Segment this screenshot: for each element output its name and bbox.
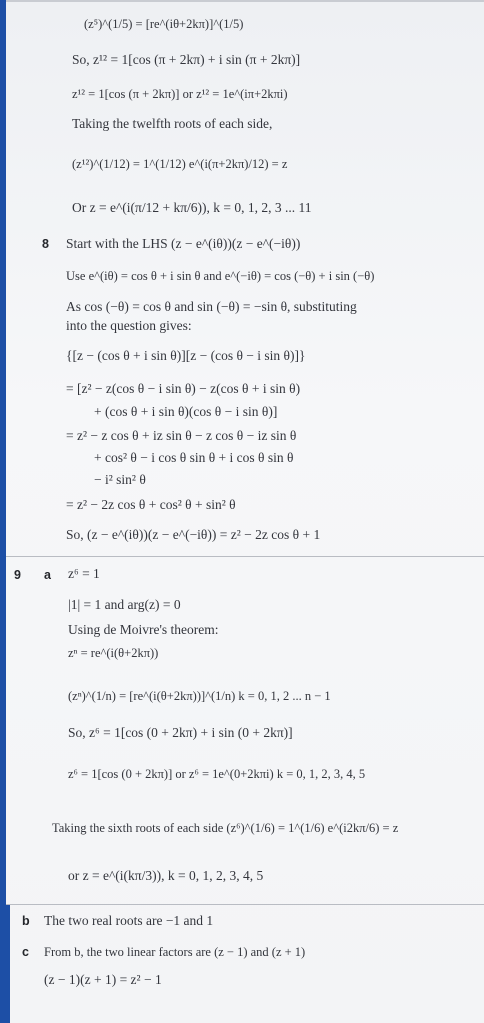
text-line: − i² sin² θ xyxy=(94,472,146,487)
text-line: + (cos θ + i sin θ)(cos θ − i sin θ)] xyxy=(94,404,278,419)
text-line: Taking the sixth roots of each side (z⁶)^(1/6) = 1^(1/6) e^(i2kπ/6) = z xyxy=(52,821,399,835)
text-line: Start with the LHS (z − e^(iθ))(z − e^(−iθ)) xyxy=(66,236,301,251)
text-line: As cos (−θ) = cos θ and sin (−θ) = −sin θ, substituting xyxy=(66,299,357,314)
text-line: z⁶ = 1[cos (0 + 2kπ)] or z⁶ = 1e^(0+2kπi) k = 0, 1, 2, 3, 4, 5 xyxy=(68,767,366,781)
text-line: (z¹²)^(1/12) = 1^(1/12) e^(i(π+2kπ)/12) = z xyxy=(72,157,288,171)
text-line: = [z² − z(cos θ − i sin θ) − z(cos θ + i sin θ) xyxy=(66,381,301,396)
text-line: z⁶ = 1 xyxy=(68,566,100,581)
text-line: Using de Moivre's theorem: xyxy=(68,622,219,637)
text-line: So, (z − e^(iθ))(z − e^(−iθ)) = z² − 2z cos θ + 1 xyxy=(66,527,321,542)
text-line: + cos² θ − i cos θ sin θ + i cos θ sin θ xyxy=(94,450,294,465)
margin-bar xyxy=(6,905,10,1023)
text-line: = z² − z cos θ + iz sin θ − z cos θ − iz sin θ xyxy=(66,428,297,443)
text-line: Or z = e^(i(π/12 + kπ/6)), k = 0, 1, 2, 3 ... 11 xyxy=(72,200,312,215)
part-label: c xyxy=(22,945,29,959)
part-label: a xyxy=(44,568,51,582)
text-line: Taking the twelfth roots of each side, xyxy=(72,116,273,131)
text-line: So, z¹² = 1[cos (π + 2kπ) + i sin (π + 2kπ)] xyxy=(72,52,301,67)
part-label: b xyxy=(22,914,30,928)
text-line: {[z − (cos θ + i sin θ)][z − (cos θ − i sin θ)]} xyxy=(66,348,306,363)
question-number: 9 xyxy=(14,568,21,582)
text-line: z¹² = 1[cos (π + 2kπ)] or z¹² = 1e^(iπ+2kπi) xyxy=(72,87,288,101)
section-divider xyxy=(6,904,484,905)
text-line: (z − 1)(z + 1) = z² − 1 xyxy=(44,972,162,987)
text-line: (z⁵)^(1/5) = [re^(iθ+2kπ)]^(1/5) xyxy=(84,17,244,31)
text-line: (zⁿ)^(1/n) = [re^(i(θ+2kπ))]^(1/n) k = 0, 1, 2 ... n − 1 xyxy=(68,689,331,703)
text-line: zⁿ = re^(i(θ+2kπ)) xyxy=(68,646,159,660)
text-line: or z = e^(i(kπ/3)), k = 0, 1, 2, 3, 4, 5 xyxy=(68,868,264,883)
text-line: Use e^(iθ) = cos θ + i sin θ and e^(−iθ) = cos (−θ) + i sin (−θ) xyxy=(66,269,375,283)
text-line: into the question gives: xyxy=(66,318,192,333)
question-number: 8 xyxy=(42,237,49,251)
text-line: The two real roots are −1 and 1 xyxy=(44,913,214,928)
section-divider xyxy=(6,556,484,557)
text-line: |1| = 1 and arg(z) = 0 xyxy=(68,597,181,612)
text-line: From b, the two linear factors are (z − 1) and (z + 1) xyxy=(44,945,306,959)
text-line: = z² − 2z cos θ + cos² θ + sin² θ xyxy=(66,497,236,512)
text-line: So, z⁶ = 1[cos (0 + 2kπ) + i sin (0 + 2kπ)] xyxy=(68,725,293,740)
top-edge xyxy=(6,0,484,2)
